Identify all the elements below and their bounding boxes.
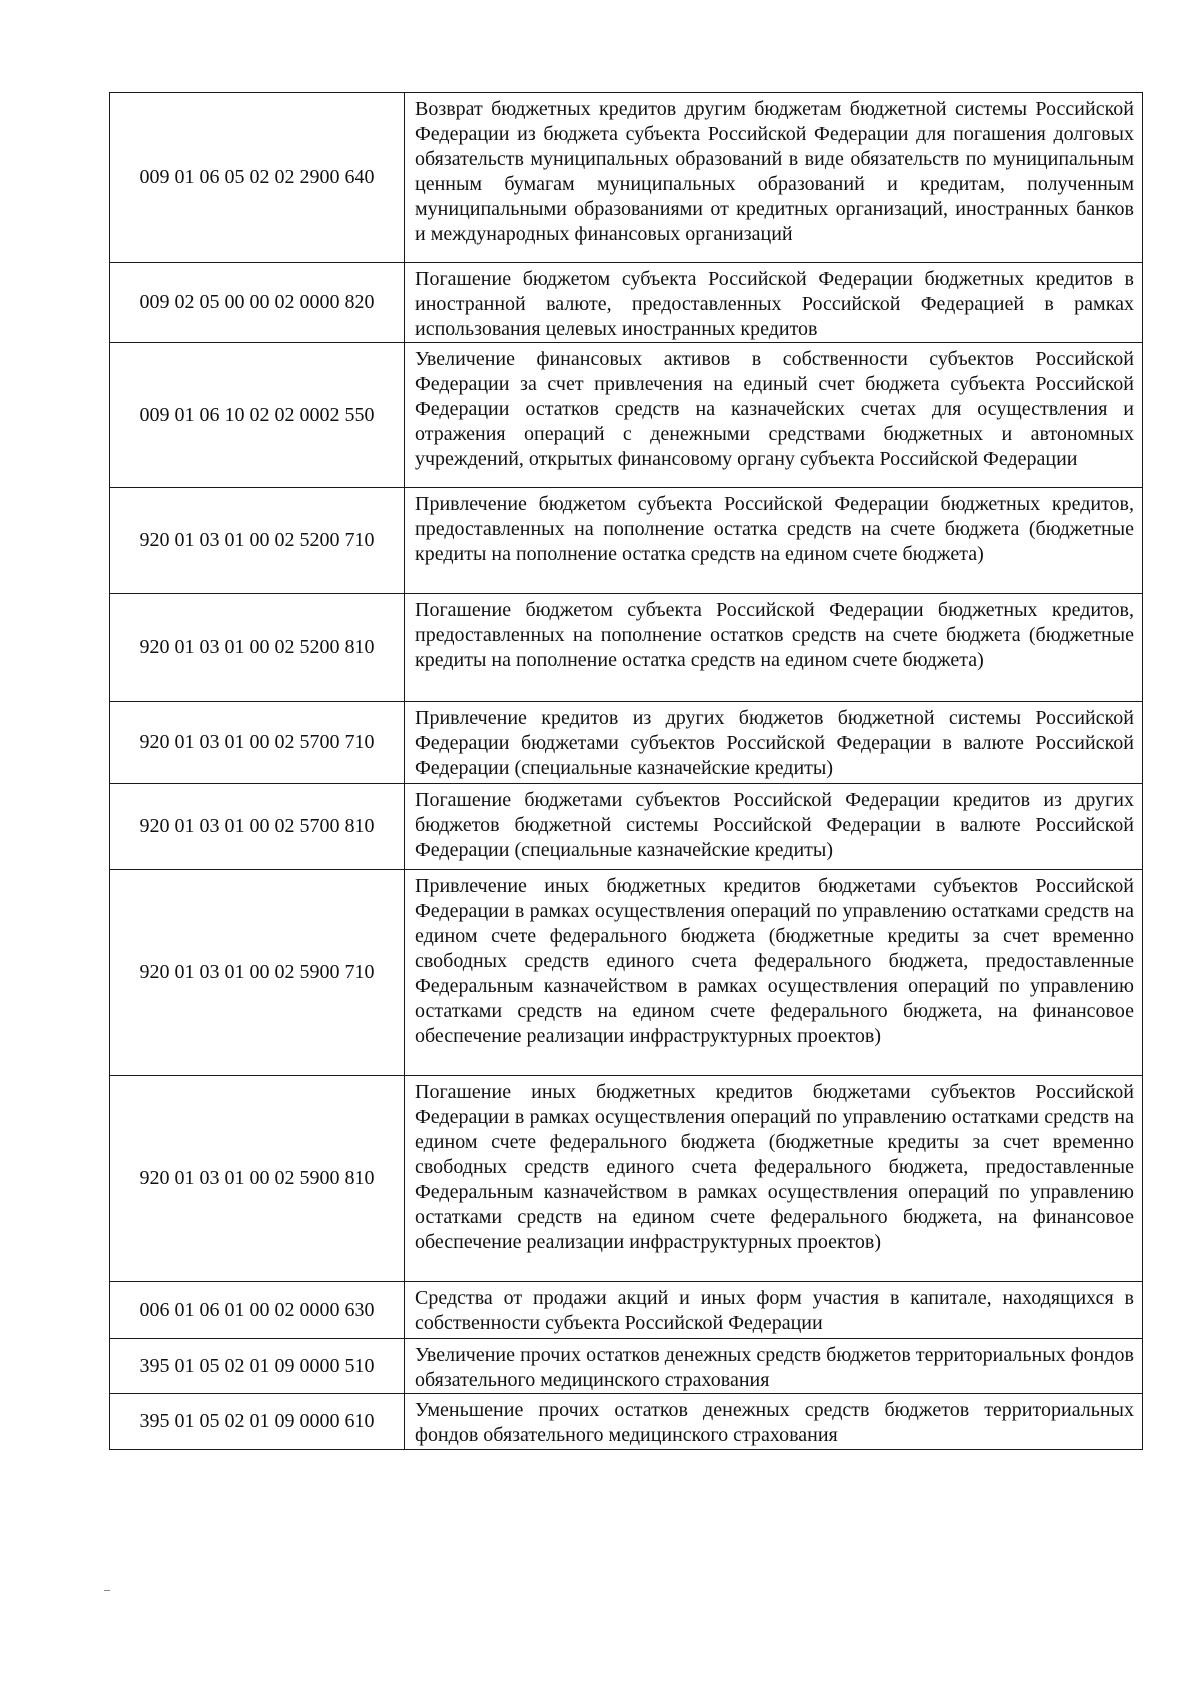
description-cell: [405, 702, 1143, 784]
description-cell: [405, 1394, 1143, 1450]
table-row: [110, 1339, 1143, 1394]
scan-mark: [104, 1590, 110, 1591]
code-cell: 009 01 06 05 02 02 2900 640: [110, 93, 405, 263]
description-cell: [405, 93, 1143, 263]
description-text: Увеличение прочих остатков денежных средств бюджетов территориальных фондов обязательного медицинского страхования: [415, 1344, 1134, 1391]
description-text: Уменьшение прочих остатков денежных средств бюджетов территориальных фондов обязательного медицинского страхования: [415, 1399, 1134, 1446]
table-row: [110, 263, 1143, 343]
code-cell: 920 01 03 01 00 02 5200 810: [110, 594, 405, 702]
description-text: Привлечение кредитов из других бюджетов бюджетной системы Российской Федерации бюджетами субъектов Российской Федерации в валюте Российской Федерации (специальные казначейские кредиты): [415, 707, 1134, 779]
description-cell: [405, 1282, 1143, 1339]
code-cell: 395 01 05 02 01 09 0000 510: [110, 1339, 405, 1394]
table-row: [110, 702, 1143, 784]
description-cell: [405, 1076, 1143, 1282]
description-cell: [405, 784, 1143, 870]
budget-codes-table: [109, 92, 1143, 1450]
description-cell: [405, 870, 1143, 1076]
code-cell: 920 01 03 01 00 02 5900 810: [110, 1076, 405, 1282]
code-cell: 920 01 03 01 00 02 5200 710: [110, 488, 405, 594]
description-cell: [405, 1339, 1143, 1394]
description-text: Погашение бюджетом субъекта Российской Федерации бюджетных кредитов, предоставленных на пополнение остатков средств на счете бюджета (бюджетные кредиты на пополнение остатка средств на едином счете бюджета): [415, 599, 1134, 671]
code-cell: 006 01 06 01 00 02 0000 630: [110, 1282, 405, 1339]
code-cell: 920 01 03 01 00 02 5900 710: [110, 870, 405, 1076]
code-cell: 009 01 06 10 02 02 0002 550: [110, 343, 405, 488]
description-text: Погашение бюджетом субъекта Российской Федерации бюджетных кредитов в иностранной валюте, предоставленных Российской Федерацией в рамках использования целевых иностранных кредитов: [415, 268, 1134, 340]
description-text: Увеличение финансовых активов в собственности субъектов Российской Федерации за счет привлечения на единый счет бюджета субъекта Российской Федерации остатков средств на казначейских счетах для осуществления и отражения операций с денежными средствами бюджетных и автономных учреждений, открытых финансовому органу субъекта Российской Федерации: [415, 348, 1134, 470]
table-row: [110, 1076, 1143, 1282]
description-text: Погашение иных бюджетных кредитов бюджетами субъектов Российской Федерации в рамках осуществления операций по управлению остатками средств на едином счете федерального бюджета (бюджетные кредиты за счет временно свободных средств единого счета федерального бюджета, предоставленные Федеральным казначейством в рамках осуществления операций по управлению остатками средств на едином счете федерального бюджета, на финансовое обеспечение реализации инфраструктурных проектов): [415, 1081, 1134, 1253]
table-row: [110, 1394, 1143, 1450]
table-row: [110, 870, 1143, 1076]
description-cell: [405, 343, 1143, 488]
code-cell: 395 01 05 02 01 09 0000 610: [110, 1394, 405, 1450]
table-row: [110, 93, 1143, 263]
code-cell: 920 01 03 01 00 02 5700 810: [110, 784, 405, 870]
description-cell: [405, 594, 1143, 702]
description-text: Привлечение бюджетом субъекта Российской Федерации бюджетных кредитов, предоставленных на пополнение остатка средств на счете бюджета (бюджетные кредиты на пополнение остатка средств на едином счете бюджета): [415, 493, 1134, 565]
description-text: Возврат бюджетных кредитов другим бюджетам бюджетной системы Российской Федерации из бюджета субъекта Российской Федерации для погашения долговых обязательств муниципальных образований в виде обязательств по муниципальным ценным бумагам муниципальных образований и кредитам, полученным муниципальными образованиями от кредитных организаций, иностранных банков и международных финансовых организаций: [415, 98, 1134, 245]
code-cell: 920 01 03 01 00 02 5700 710: [110, 702, 405, 784]
description-text: Привлечение иных бюджетных кредитов бюджетами субъектов Российской Федерации в рамках осуществления операций по управлению остатками средств на едином счете федерального бюджета (бюджетные кредиты за счет временно свободных средств единого счета федерального бюджета, предоставленные Федеральным казначейством в рамках осуществления операций по управлению остатками средств на едином счете федерального бюджета, на финансовое обеспечение реализации инфраструктурных проектов): [415, 875, 1134, 1047]
table-row: [110, 343, 1143, 488]
description-cell: [405, 263, 1143, 343]
table-row: [110, 594, 1143, 702]
table-row: [110, 488, 1143, 594]
table-row: [110, 784, 1143, 870]
description-cell: [405, 488, 1143, 594]
code-cell: 009 02 05 00 00 02 0000 820: [110, 263, 405, 343]
description-text: Средства от продажи акций и иных форм участия в капитале, находящихся в собственности субъекта Российской Федерации: [415, 1287, 1134, 1334]
description-text: Погашение бюджетами субъектов Российской Федерации кредитов из других бюджетов бюджетной системы Российской Федерации в валюте Российской Федерации (специальные казначейские кредиты): [415, 789, 1134, 861]
table-row: [110, 1282, 1143, 1339]
